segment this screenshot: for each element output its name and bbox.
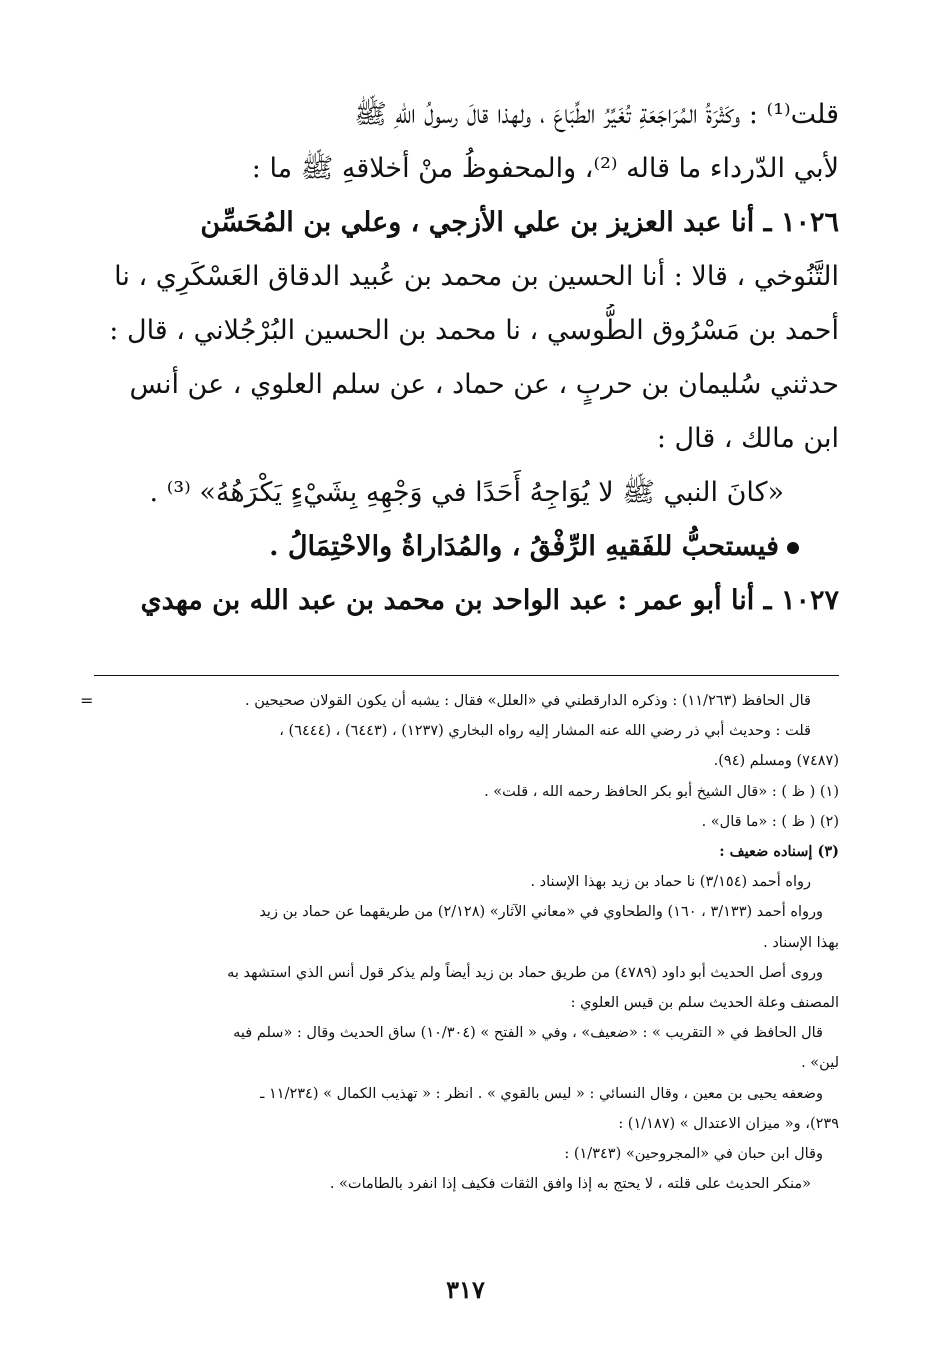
main-text [89, 88, 839, 628]
footnote-line: (٧٤٨٧) ومسلم (٩٤). [713, 753, 839, 770]
footnote-line: وروى أصل الحديث أبو داود (٤٧٨٩) من طريق حماد بن زيد أيضاً ولم يذكر قول أنس الذي استشهد به [227, 964, 823, 981]
hadith-1026-line: ١٠٢٦ ـ أنا عبد العزيز بن علي الأزجي ، وعلي بن المُحَسِّن [200, 207, 839, 238]
main-line: أحمد بن مَسْرُوق الطُّوسي ، نا محمد بن الحسين البُرْجُلاني ، قال : [109, 315, 839, 346]
main-line: التَّنُوخي ، قالا : أنا الحسين بن محمد بن عُبيد الدقاق العَسْكَرِي ، نا [114, 261, 839, 292]
footnote-line: بهذا الإسناد . [763, 934, 839, 951]
footnote-line: قال الحافظ في « التقريب » : «ضعيف» ، وفي « الفتح » (١٠/٣٠٤) ساق الحديث وقال : «سلم فيه [233, 1025, 823, 1042]
footnote-line: وقال ابن حبان في «المجروحين» (١/٣٤٣) : [564, 1146, 823, 1163]
main-line: لأبي الدّرداء ما قاله ⁽²⁾، والمحفوظُ منْ أخلاقهِ ﷺ ما : [251, 153, 839, 184]
footnote-line: (١) ( ظ ) : «قال الشيخ أبو بكر الحافظ رحمه الله ، قلت» . [484, 783, 839, 800]
main-line: ابن مالك ، قال : [656, 423, 839, 454]
footnote-line: وضعفه يحيى بن معين ، وقال النسائي : « ليس بالقوي » . انظر : « تهذيب الكمال » (١١/٢٣٤ ـ [260, 1085, 823, 1102]
footnote-line: المصنف وعلة الحديث سلم بن قيس العلوي : [570, 995, 839, 1012]
footnote-line: ورواه أحمد (٣/١٣٣ ، ١٦٠) والطحاوي في «معاني الآثار» (٢/١٢٨) من طريقهما عن حماد بن زيد [259, 904, 823, 921]
footnote-line: قال الحافظ (١١/٢٦٣) : وذكره الدارقطني في «العلل» فقال : يشبه أن يكون القولان صحيحين . [245, 693, 811, 709]
footnote-line: لين» . [801, 1055, 839, 1072]
bullet-icon [787, 542, 799, 554]
footnote-line: رواه أحمد (٣/١٥٤) نا حماد بن زيد بهذا الإسناد . [530, 874, 811, 891]
footnote-line: قلت : وحديث أبي ذر رضي الله عنه المشار إليه رواه البخاري (١٢٣٧) ، (٦٤٤٣) ، (٦٤٤٤) ، [279, 723, 811, 740]
footnote-line: ٢٣٩)، و« ميزان الاعتدال » (١/١٨٧) : [618, 1115, 839, 1132]
hadith-1027-line: ١٠٢٧ ـ أنا أبو عمر : عبد الواحد بن محمد بن عبد الله بن مهدي [140, 585, 839, 616]
main-line: قلت⁽¹⁾ : وكَثْرَةُ المُرَاجَعَةِ تُغَيِّرُ الطِّبَاعَ ، ولهذا قالَ رسولُ اللهِ ﷺ [354, 99, 839, 130]
section-heading-text: فيستحبُّ للفَقيهِ الرِّفْقُ ، والمُدَاراةُ والاحْتِمَالُ . [269, 531, 779, 562]
footnote-line: (٢) ( ظ ) : «ما قال» . [701, 813, 839, 830]
footnote-line: (٣) إسناده ضعيف : [719, 843, 839, 861]
footnote-line: «منكر الحديث على قلته ، لا يحتج به إذا وافق الثقات فكيف إذا انفرد بالطامات» . [329, 1176, 811, 1193]
footnotes [94, 686, 839, 1199]
continuation-mark: = [80, 691, 94, 710]
main-line: حدثني سُليمان بن حربٍ ، عن حماد ، عن سلم العلوي ، عن أنس [129, 369, 839, 400]
page-number: ٣١٧ [446, 1275, 485, 1304]
hadith-quote: «كانَ النبي ﷺ لا يُوَاجِهُ أَحَدًا في وَجْهِهِ بِشَيْءٍ يَكْرَهُهُ» ⁽³⁾ . [149, 477, 784, 508]
section-heading [89, 520, 839, 574]
footnote-divider [94, 675, 839, 676]
